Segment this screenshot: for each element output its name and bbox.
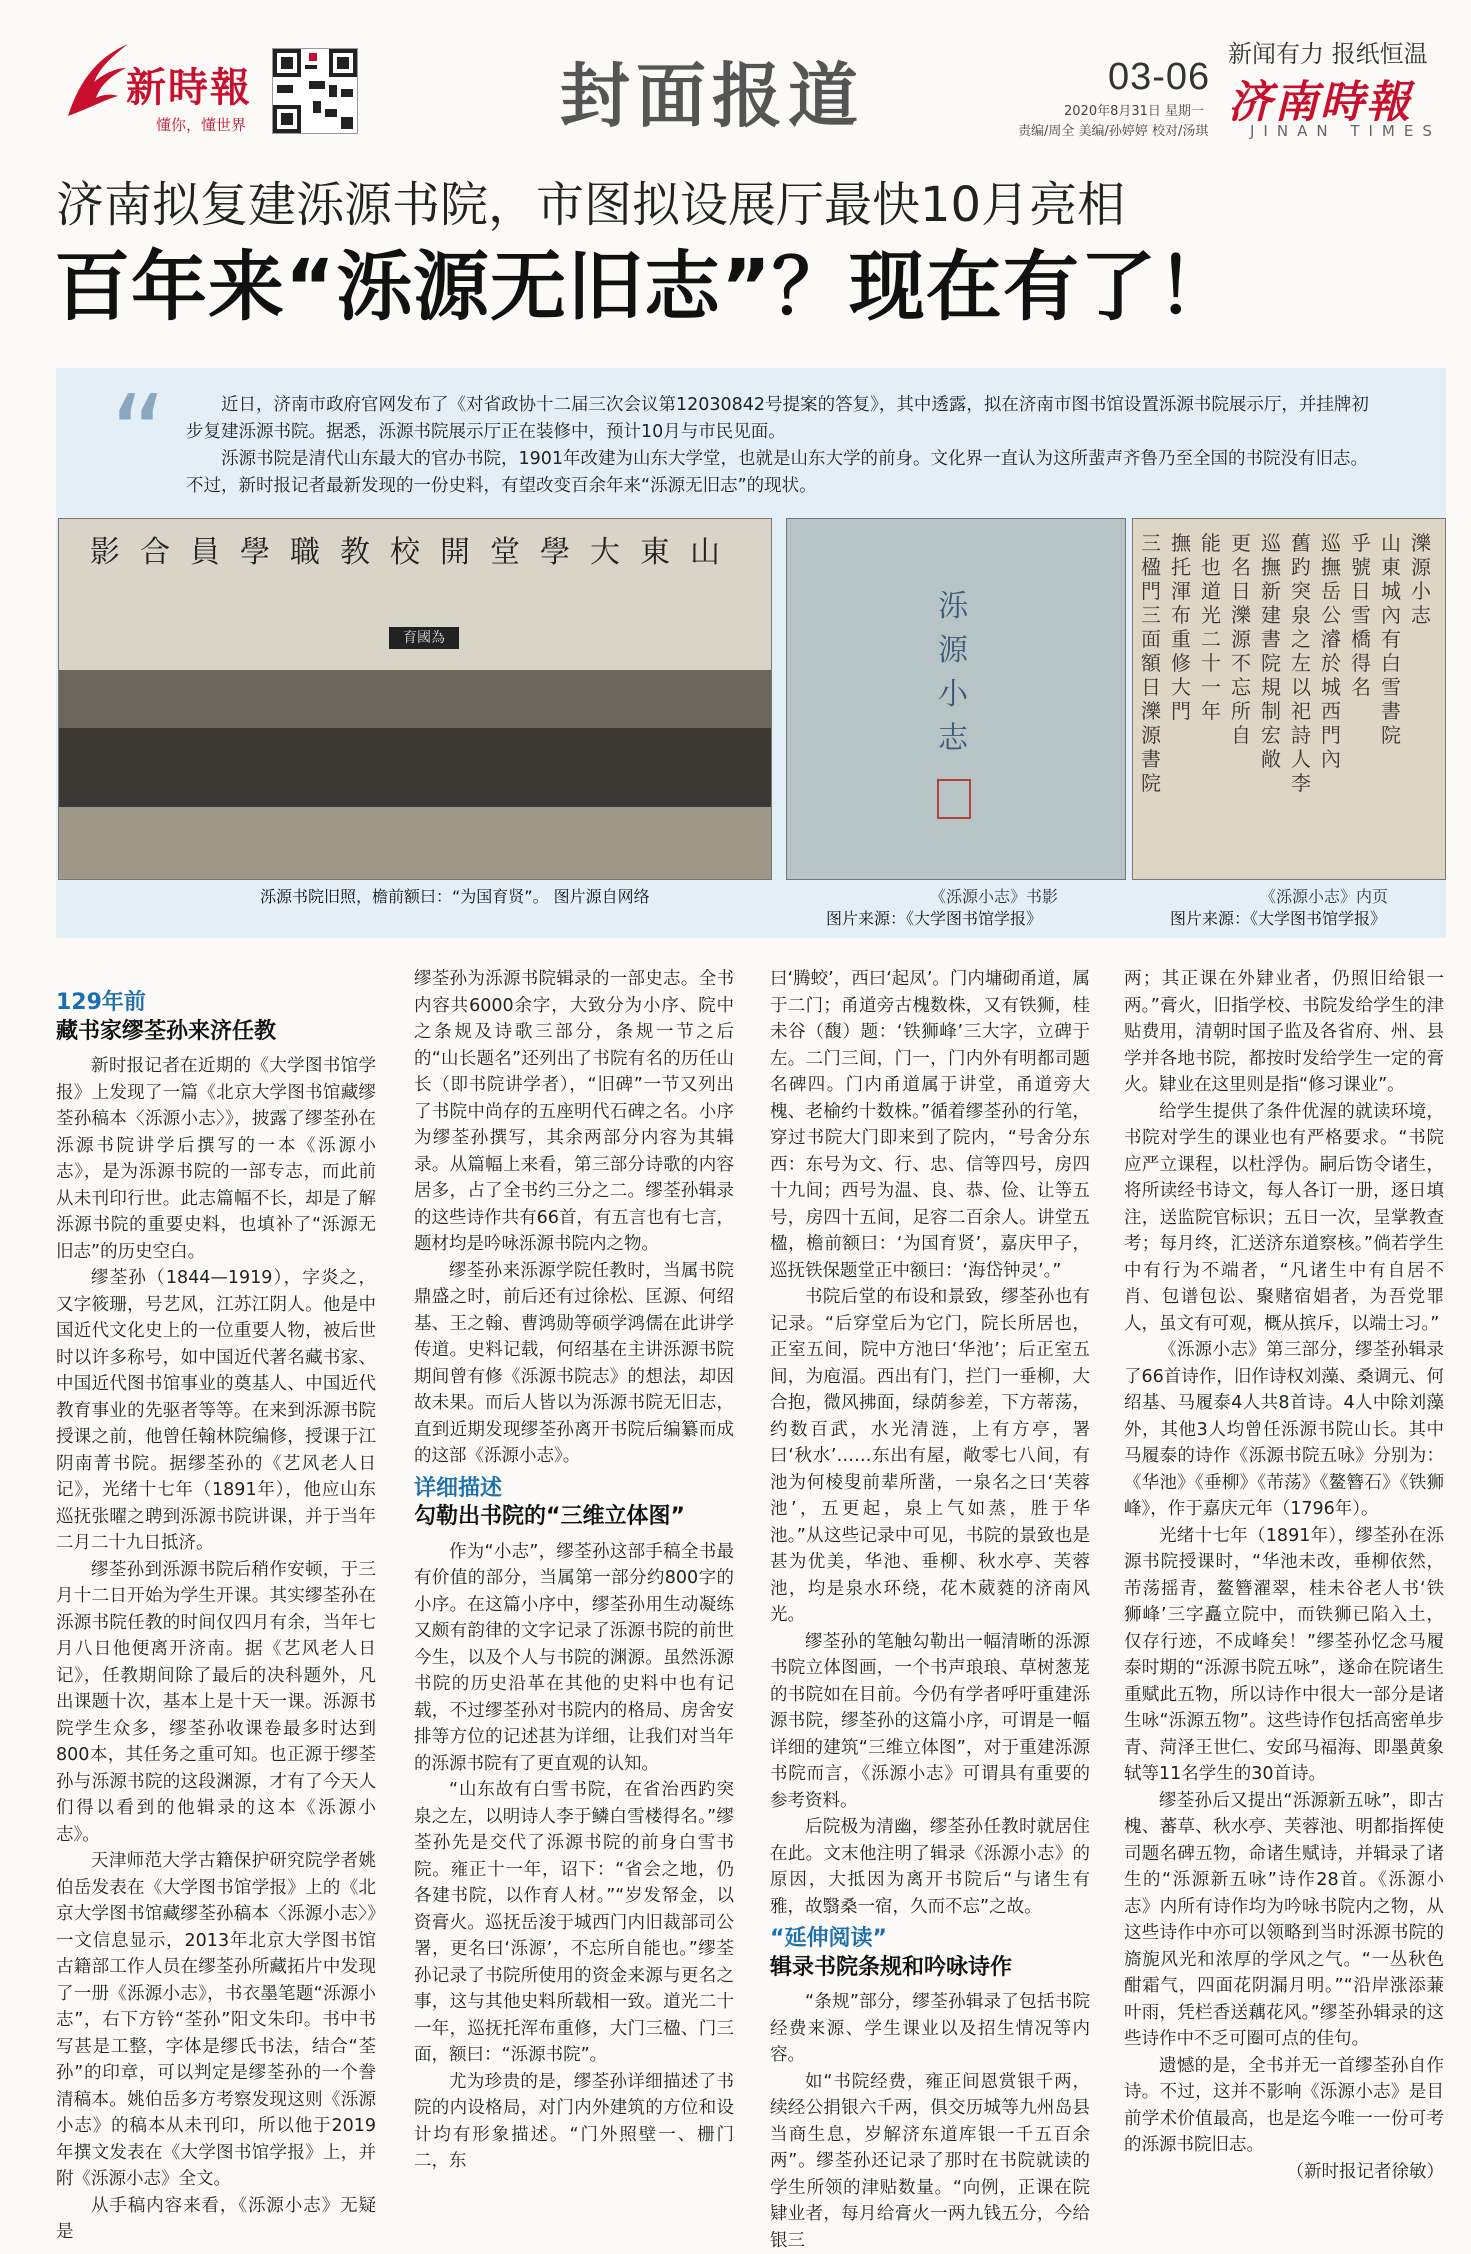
article-column-1 xyxy=(56,990,376,2246)
article-paragraph: 遗憾的是，全书并无一首缪荃孙自作诗。不过，这并不影响《泺源小志》是目前学术价值最高，也是迄今唯一一份可考的泺源书院旧志。 xyxy=(1124,2053,1444,2159)
section-title: 勾勒出书院的“三维立体图” xyxy=(414,1504,734,1531)
manuscript-column: 巡撫新建書院規制宏敞 xyxy=(1259,531,1283,771)
article-paragraph: 缪荃孙的笔触勾勒出一幅清晰的泺源书院立体图画，一个书声琅琅、草树葱茏的书院如在目前。今仍有学者呼吁重建泺源书院，缪荃孙的这篇小序，可谓是一幅详细的建筑“三维立体图”，对于重建泺源书院而言，《泺源小志》可谓具有重要的参考资料。 xyxy=(770,1629,1090,1815)
article-paragraph: 如“书院经费，雍正间恩赏银千两，续经公捐银六千两，俱交历城等九州岛县当商生息，岁解济东道库银一千五百余两”。缪荃孙还记录了那时在书院就读的学生所领的津贴数量。“向例，正课在院肄业者，每月给膏火一两九钱五分，今给银三 xyxy=(770,2069,1090,2254)
article-paragraph: 给学生提供了条件优渥的就读环境，书院对学生的课业也有严格要求。“书院应严立课程，以杜浮伪。嗣后饬令诸生，将所读经书诗文，每人各订一册，逐日填注，送监院官标识；五日一次，呈掌教查考；每月终，汇送济东道察核。”倘若学生中有行为不端者，“凡诸生中有自居不肖、包谱包讼、聚赌宿娼者，为吾党罪人，虽文有可观，概从摈斥，以端士习。” xyxy=(1124,1099,1444,1338)
academy-group-photo xyxy=(58,518,772,880)
paper-latin-name: JINAN TIMES xyxy=(1250,122,1441,140)
article-paragraph: 两；其正课在外肄业者，仍照旧给银一两。”膏火，旧指学校、书院发给学生的津贴费用，清朝时国子监及各省府、州、县学并各地书院，都按时发给学生一定的膏火。肄业在这里则是指“修习课业”。 xyxy=(1124,966,1444,1099)
lead-paragraph: 近日，济南市政府官网发布了《对省政协十二届三次会议第12030842号提案的答复》，其中透露，拟在济南市图书馆设置泺源书院展示厅，并挂牌初步复建泺源书院。据悉，泺源书院展示厅正在装修中，预计10月与市民见面。 xyxy=(186,392,1382,446)
article-column-4 xyxy=(1124,966,1444,2185)
manuscript-column: 舊趵突泉之左以祀詩人李 xyxy=(1289,531,1313,795)
manuscript-column: 三楹門三面額日濼源書院 xyxy=(1139,531,1163,795)
photo-sign-text: 影合員學職教校開堂學大東山 xyxy=(59,527,771,571)
photo3-caption: 《泺源小志》内页 xyxy=(1260,884,1388,907)
article-paragraph: 缪荃孙（1844—1919），字炎之，又字筱珊，号艺风，江苏江阴人。他是中国近代文化史上的一位重要人物，被后世时以许多称号，如中国近代著名藏书家、中国近代图书馆事业的奠基人、中国近代教育事业的先驱者等等。在来到泺源书院授课之前，他曾任翰林院编修，授课于江阴南菁书院。据缪荃孙的《艺风老人日记》，光绪十七年（1891年），他应山东巡抚张曜之聘到泺源书院讲课，并于当年二月二十九日抵济。 xyxy=(56,1265,376,1557)
manuscript-column: 能也道光二十一年 xyxy=(1199,531,1223,723)
article-paragraph: 曰‘腾蛟’，西曰‘起凤’。门内墉砌甬道，属于二门；甬道旁古槐数株，又有铁狮，桂未谷（馥）题：‘铁狮峰’三大字，立碑于左。二门三间，门一，门内外有明都司题名碑四。门内甬道属于讲堂，甬道旁大槐、老榆约十数株。”循着缪荃孙的行笔，穿过书院大门即来到了院内，“号舍分东西：东号为文、行、忠、信等四号，房四十九间；西号为温、良、恭、俭、让等五号，房四十五间，足容二百余人。讲堂五楹，檐前额曰：‘为国育贤’，嘉庆甲子，巡抚铁保题堂正中额曰：‘海岱钟灵’。” xyxy=(770,966,1090,1284)
article-paragraph: 缪荃孙后又提出“泺源新五咏”，即古槐、蕃草、秋水亭、芙蓉池、明都指挥使司题名碑五物，命诸生赋诗，并辑录了诸生的“泺源新五咏”诗作28首。《泺源小志》内所有诗作均为吟咏书院内之物，从这些诗作中亦可以领略到当时泺源书院的旖旎风光和浓厚的学风之气。“一丛秋色酣霜气，四面花阴漏月明。”“沿岸涨添蒹叶雨，凭栏香送藕花风。”缪荃孙辑录的这些诗作中不乏可圈可点的佳句。 xyxy=(1124,1788,1444,2053)
article-paragraph: 新时报记者在近期的《大学图书馆学报》上发现了一篇《北京大学图书馆藏缪荃孙稿本〈泺源小志〉》，披露了缪荃孙在泺源书院讲学后撰写的一本《泺源小志》，是为泺源书院的一部专志，而此前从未刊印行世。此志篇幅不长，却是了解泺源书院的重要史料，也填补了“泺源无旧志”的历史空白。 xyxy=(56,1053,376,1265)
manuscript-column: 巡撫岳公濬於城西門內 xyxy=(1319,531,1343,771)
article-paragraph: 书院后堂的布设和景致，缪荃孙也有记录。“后穿堂后为它门，院长所居也，正室五间，院中方池曰‘华池’；后正室五间，为庖湢。西出有门，拦门一垂柳，大合抱，微风拂面，绿荫参差，下方蒂荡，约数百武，水光清涟，上有方亭，署曰‘秋水’……东出有屋，敞零七八间，有池为何棱叟前辈所凿，一泉名之曰‘芙蓉池’，五更起，泉上气如蒸，胜于华池。”从这些记录中可见，书院的景致也是甚为优美，华池、垂柳、秋水亭、芙蓉池，均是泉水环绕，花木葳蕤的济南风光。 xyxy=(770,1284,1090,1629)
paper-motto: 新闻有力 报纸恒温 xyxy=(1228,34,1428,69)
section-tag: 129年前 xyxy=(56,990,376,1017)
article-paragraph: “条规”部分，缪荃孙辑录了包括书院经费来源、学生课业以及招生情况等内容。 xyxy=(770,1989,1090,2069)
section-tag: “延伸阅读” xyxy=(770,1926,1090,1953)
article-paragraph: 缪荃孙为泺源书院辑录的一部史志。全书内容共6000余字，大致分为小序、院中之条规及诗歌三部分，条规一节之后的“山长题名”还列出了书院有名的历任山长（即书院讲学者），“旧碑”一节又列出了书院中尚存的五座明代石碑之名。小序为缪荃孙撰写，其余两部分内容为其辑录。从篇幅上来看，第三部分诗歌的内容居多，占了全书约三分之二。缪荃孙辑录的这些诗作共有66首，有五言也有七言，题材均是吟咏泺源书院内之物。 xyxy=(414,966,734,1258)
article-paragraph: 缪荃孙来泺源学院任教时，当属书院鼎盛之时，前后还有过徐松、匡源、何绍基、王之翰、曹鸿勋等硕学鸿儒在此讲学传道。史料记载，何绍基在主讲泺源书院期间曾有修《泺源书院志》的想法，却因故未果。而后人皆以为泺源书院无旧志，直到近期发现缪荃孙离开书院后编纂而成的这部《泺源小志》。 xyxy=(414,1258,734,1470)
book-cover-photo xyxy=(786,518,1126,880)
book-cover-title: 泺源小志 xyxy=(933,585,973,761)
manuscript-column: 乎號日雪橋得名 xyxy=(1349,531,1373,699)
lead-paragraph: 泺源书院是清代山东最大的官办书院，1901年改建为山东大学堂，也就是山东大学的前身。文化界一直认为这所蜚声齐鲁乃至全国的书院没有旧志。不过，新时报记者最新发现的一份史料，有望改变百余年来“泺源无旧志”的现状。 xyxy=(186,446,1382,500)
manuscript-column: 山東城內有白雪書院 xyxy=(1379,531,1403,747)
byline: （新时报记者徐敏） xyxy=(1124,2159,1444,2186)
article-paragraph: 后院极为清幽，缪荃孙任教时就居住在此。文末他注明了辑录《泺源小志》的原因，大抵因为离开书院后“与诸生有雅，故翳桑一宿，久而不忘”之故。 xyxy=(770,1814,1090,1920)
photo3-source: 图片来源：《大学图书馆学报》 xyxy=(1170,906,1386,929)
manuscript-column: 撫托渾布重修大門 xyxy=(1169,531,1193,723)
paper-name-logo: 济南時報 xyxy=(1228,66,1412,130)
manuscript-column: 濼源小志 xyxy=(1409,531,1433,627)
logo-text: 新時報 xyxy=(126,56,252,113)
section-title: 辑录书院条规和吟咏诗作 xyxy=(770,1955,1090,1982)
seal-stamp-icon xyxy=(937,779,971,819)
section-tag: 详细描述 xyxy=(414,1476,734,1503)
subheadline: 济南拟复建泺源书院，市图拟设展厅最快10月亮相 xyxy=(56,166,1125,235)
section-title: 封面报道 xyxy=(560,40,864,141)
article-column-2 xyxy=(414,966,734,2175)
lead-text xyxy=(186,392,1382,500)
article-paragraph: 天津师范大学古籍保护研究院学者姚伯岳发表在《大学图书馆学报》上的《北京大学图书馆藏缪荃孙稿本〈泺源小志〉》一文信息显示，2013年北京大学图书馆古籍部工作人员在缪荃孙所藏拓片中发现了一册《泺源小志》，书衣墨笔题“泺源小志”，右下方钤“荃孙”阳文朱印。书中书写甚是工整，字体是缪氏书法，结合“荃孙”的印章，可以判定是缪荃孙的一个誊清稿本。姚伯岳多方考察发现这则《泺源小志》的稿本从未刊印，所以他于2019年撰文发表在《大学图书馆学报》上，并附《泺源小志》全文。 xyxy=(56,1848,376,2193)
bird-logo-icon xyxy=(60,38,130,120)
book-inner-page-photo xyxy=(1132,518,1446,880)
photo-plaque-text: 育國為 xyxy=(389,627,459,649)
article-paragraph: 作为“小志”，缪荃孙这部手稿全书最有价值的部分，当属第一部分约800字的小序。在这篇小序中，缪荃孙用生动凝练又颇有韵律的文字记录了泺源书院的前世今生，以及个人与书院的渊源。虽然泺源书院的历史沿革在其他的史料中也有记载，不过缪荃孙对书院内的格局、房舍安排等方位的记述甚为详细，让我们对当年的泺源书院有了更直观的认知。 xyxy=(414,1539,734,1778)
photo2-caption: 《泺源小志》书影 xyxy=(930,884,1058,907)
article-paragraph: 尤为珍贵的是，缪荃孙详细描述了书院的内设格局，对门内外建筑的方位和设计均有形象描述。“门外照壁一、栅门二，东 xyxy=(414,2069,734,2175)
editor-credits: 责编/周全 美编/孙婷婷 校对/汤琪 xyxy=(1018,120,1208,139)
newspaper-logo xyxy=(60,38,270,138)
article-paragraph: “山东故有白雪书院，在省治西趵突泉之左，以明诗人李于鳞白雪楼得名。”缪荃孙先是交代了泺源书院的前身白雪书院。雍正十一年，诏下：“省会之地，仍各建书院，以作育人材。”“岁发帑金，以资膏火。巡抚岳浚于城西门内旧裁部司公署，更名曰‘泺源’，不忘所自能也。”缪荃孙记录了书院所使用的资金来源与更名之事，这与其他史料所载相一致。道光二十一年，巡抚托浑布重修，大门三楹、门三面，额曰：“泺源书院”。 xyxy=(414,1777,734,2069)
photo1-caption: 泺源书院旧照，檐前额曰：“为国育贤”。 图片源自网络 xyxy=(260,884,650,907)
issue-date: 2020年8月31日 星期一 xyxy=(1064,100,1204,119)
quote-mark-icon: “ xyxy=(110,380,167,490)
qr-code-icon[interactable] xyxy=(272,48,358,134)
logo-slogan: 懂你，懂世界 xyxy=(156,114,246,135)
article-column-3 xyxy=(770,966,1090,2254)
photo2-source: 图片来源：《大学图书馆学报》 xyxy=(826,906,1042,929)
main-headline: 百年来“泺源无旧志”？现在有了！ xyxy=(54,226,1234,335)
article-paragraph: 光绪十七年（1891年），缪荃孙在泺源书院授课时，“华池未改，垂柳依然，芾荡摇青，鳌簪濯翠，桂未谷老人书‘铁狮峰’三字矗立院中，而铁狮已陷入土，仅存行迹，不成峰矣！”缪荃孙忆念马履泰时期的“泺源书院五咏”，遂命在院诸生重赋此五物，所以诗作中很大一部分是诸生咏“泺源五物”。这些诗作包括高密单步青、菏泽王世仁、安邱马福海、即墨黄象轼等11名学生的30首诗。 xyxy=(1124,1523,1444,1788)
article-paragraph: 缪荃孙到泺源书院后稍作安顿，于三月十二日开始为学生开课。其实缪荃孙在泺源书院任教的时间仅四月有余，当年七月八日他便离开济南。据《艺风老人日记》，任教期间除了最后的决科题外，凡出课题十次，基本上是十天一课。泺源书院学生众多，缪荃孙收课卷最多时达到800本，其任务之重可知。也正源于缪荃孙与泺源书院的这段渊源，才有了今天人们得以看到的他辑录的这本《泺源小志》。 xyxy=(56,1557,376,1849)
article-paragraph: 《泺源小志》第三部分，缪荃孙辑录了66首诗作，旧作诗权刘藻、桑调元、何绍基、马履泰4人共8首诗。4人中除刘藻外，其他3人均曾任泺源书院山长。其中马履泰的诗作《泺源书院五咏》分别为：《华池》《垂柳》《芾荡》《鳌簪石》《铁狮峰》，作于嘉庆元年（1796年）。 xyxy=(1124,1337,1444,1523)
section-title: 藏书家缪荃孙来济任教 xyxy=(56,1019,376,1046)
page-number: 03-06 xyxy=(1108,56,1210,99)
article-paragraph: 从手稿内容来看，《泺源小志》无疑是 xyxy=(56,2193,376,2246)
manuscript-column: 更名日濼源不忘所自 xyxy=(1229,531,1253,747)
